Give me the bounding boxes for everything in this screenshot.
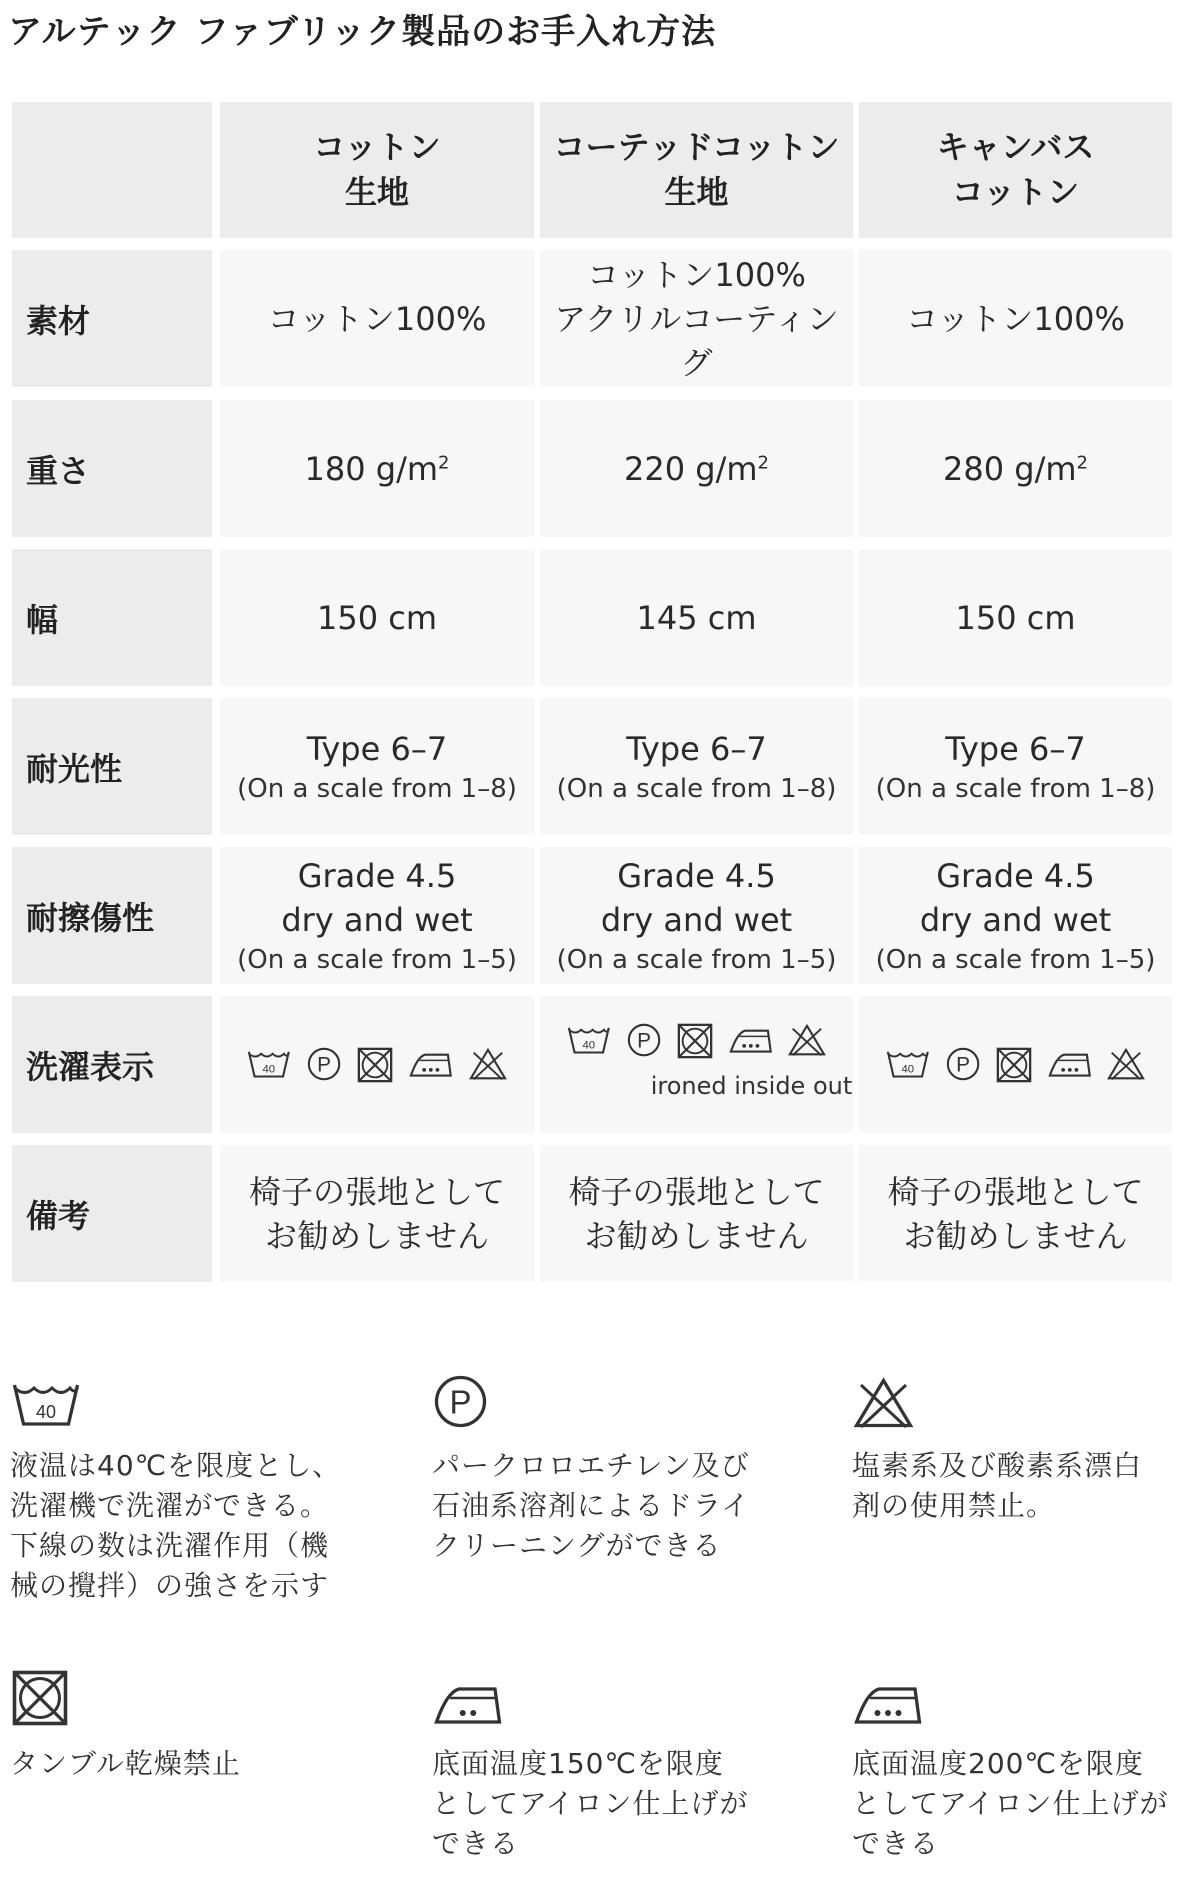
cell-value: 椅子の張地として: [248, 1172, 505, 1211]
cell-value: Grade 4.5: [936, 856, 1095, 895]
legend-icon: [432, 1668, 748, 1728]
cell-value: (On a scale from 1–5): [875, 944, 1156, 975]
cell-value: お勧めしません: [903, 1216, 1128, 1255]
table-cell: [859, 847, 1172, 984]
table-cell: [540, 400, 853, 537]
row-label: [12, 400, 212, 537]
column-header: [859, 102, 1172, 238]
cell-value: dry and wet: [919, 900, 1112, 939]
column-header-line: キャンバス: [936, 128, 1095, 166]
row-label: [12, 549, 212, 686]
care-caption: ironed inside out: [650, 1071, 853, 1100]
table-cell: [220, 549, 534, 686]
cell-value: [305, 447, 450, 491]
row-label: [12, 698, 212, 835]
iron-icon: [728, 1025, 774, 1055]
legend-icon: [852, 1668, 1168, 1728]
table-cell: [540, 1145, 853, 1282]
column-header: [220, 102, 534, 238]
cell-value: (On a scale from 1–5): [237, 944, 517, 975]
dry-clean-p-icon: [945, 1046, 981, 1082]
cell-value: お勧めしません: [264, 1216, 489, 1255]
row-label-text: 重さ: [26, 451, 91, 490]
cell-value: (On a scale from 1–8): [556, 773, 837, 804]
row-label-text: 耐擦傷性: [26, 898, 155, 937]
column-header: [540, 102, 853, 238]
value-superscript: 2: [1076, 451, 1088, 473]
svg-text:40: 40: [582, 1040, 596, 1053]
care-icons: [885, 1046, 1146, 1084]
cell-value: Type 6–7: [945, 729, 1086, 768]
row-label: [12, 250, 212, 387]
svg-text:P: P: [636, 1030, 651, 1054]
cell-value: 145 cm: [636, 598, 757, 637]
row-label: [12, 996, 212, 1133]
table-cell: [859, 250, 1172, 387]
column-header-line: コットン: [313, 128, 441, 166]
row-label: [12, 1145, 212, 1282]
wash-40-icon: [246, 1048, 292, 1080]
table-cell: [859, 1145, 1172, 1282]
table-cell: [859, 698, 1172, 835]
table-cell: [540, 847, 853, 984]
row-label-text: 素材: [26, 301, 91, 340]
cell-value: Grade 4.5: [297, 856, 457, 895]
table-cell: [220, 250, 534, 387]
cell-value: 椅子の張地として: [568, 1172, 825, 1211]
cell-value: お勧めしません: [584, 1216, 809, 1255]
iron-200-icon: [852, 1680, 924, 1728]
iron-150-icon: [432, 1680, 504, 1728]
page-title: アルテック ファブリック製品のお手入れ方法: [8, 12, 717, 52]
dry-clean-p-icon: [306, 1046, 342, 1082]
value-superscript: 2: [438, 451, 450, 473]
care-icons: [566, 1022, 827, 1060]
legend-text: 液温は40℃を限度とし、 洗濯機で洗濯ができる。 下線の数は洗濯作用（機 械の攪拌）の強さを示す: [10, 1449, 342, 1602]
cell-value: [624, 447, 769, 491]
wash-40-icon: [885, 1048, 931, 1080]
legend-icon: [432, 1370, 750, 1430]
table-cell: [859, 549, 1172, 686]
table-cell: [220, 1145, 534, 1282]
value-superscript: 2: [757, 451, 769, 473]
svg-text:P: P: [955, 1054, 970, 1078]
legend-icon: [10, 1370, 341, 1430]
no-bleach-icon: [1106, 1047, 1146, 1081]
iron-icon: [408, 1049, 454, 1079]
legend-item: [432, 1668, 748, 1864]
cell-value: コットン100%: [906, 299, 1125, 338]
legend-item: [10, 1370, 341, 1606]
row-label-text: 洗濯表示: [26, 1047, 155, 1086]
cell-value: コットン100%: [267, 299, 487, 338]
row-label-text: 耐光性: [26, 749, 123, 788]
dry-clean-p-icon: [626, 1022, 662, 1058]
cell-value: 150 cm: [316, 598, 437, 637]
column-header-line: コーテッドコットン: [553, 128, 840, 166]
cell-value: Type 6–7: [626, 729, 767, 768]
legend-icon: [10, 1668, 241, 1728]
cell-value: dry and wet: [600, 900, 793, 939]
table-cell: [859, 996, 1172, 1133]
no-bleach-icon: [787, 1023, 827, 1057]
svg-text:P: P: [317, 1054, 332, 1078]
cell-value: Type 6–7: [306, 729, 448, 768]
legend-item: [10, 1668, 241, 1784]
row-label-text: 幅: [26, 600, 59, 639]
wash-40-icon: [10, 1379, 82, 1430]
no-tumble-dry-icon: [356, 1046, 394, 1084]
dry-clean-p-icon: [432, 1373, 489, 1430]
column-header-line: コットン: [951, 173, 1080, 211]
svg-text:P: P: [449, 1383, 472, 1421]
legend-text: 底面温度150℃を限度 としてアイロン仕上げが できる: [432, 1747, 749, 1860]
table-cell: [220, 847, 534, 984]
table-cell: [540, 250, 853, 387]
cell-value: (On a scale from 1–8): [237, 773, 517, 804]
cell-value: [943, 447, 1088, 491]
cell-value: (On a scale from 1–8): [875, 773, 1156, 804]
legend-text: 底面温度200℃を限度 としてアイロン仕上げが できる: [852, 1747, 1169, 1860]
iron-icon: [1047, 1049, 1093, 1079]
row-label-text: 備考: [26, 1196, 91, 1235]
no-bleach-icon: [852, 1376, 915, 1430]
cell-value: (On a scale from 1–5): [556, 944, 837, 975]
value-text: 280 g/m: [943, 449, 1077, 488]
table-cell: [540, 549, 853, 686]
table-cell: [220, 996, 534, 1133]
column-header-line: 生地: [344, 173, 409, 211]
no-tumble-dry-icon: [10, 1668, 70, 1728]
legend-text: パークロロエチレン及び 石油系溶剤によるドライ クリーニングができる: [432, 1449, 751, 1562]
legend-item: [852, 1370, 1142, 1526]
no-tumble-dry-icon: [995, 1046, 1033, 1084]
legend-icon: [852, 1370, 1142, 1430]
legend-text: 塩素系及び酸素系漂白 剤の使用禁止。: [852, 1449, 1143, 1522]
column-header-line: 生地: [664, 173, 729, 211]
cell-value: コットン100%: [587, 255, 806, 294]
legend-item: [852, 1668, 1168, 1864]
table-cell: [220, 698, 534, 835]
svg-text:40: 40: [35, 1402, 57, 1422]
table-cell: [540, 996, 853, 1133]
svg-text:40: 40: [901, 1064, 915, 1077]
table-cell: [220, 400, 534, 537]
header-corner: [12, 102, 212, 238]
care-icons: [246, 1046, 507, 1084]
legend-item: [432, 1370, 750, 1566]
cell-value: アクリルコーティング: [554, 299, 839, 382]
cell-value: 椅子の張地として: [887, 1172, 1144, 1211]
svg-text:40: 40: [262, 1064, 276, 1077]
cell-value: Grade 4.5: [617, 856, 776, 895]
value-text: 220 g/m: [624, 449, 758, 488]
row-label: [12, 847, 212, 984]
cell-value: dry and wet: [281, 900, 473, 939]
value-text: 180 g/m: [304, 449, 439, 488]
cell-value: 150 cm: [955, 598, 1076, 637]
table-cell: [859, 400, 1172, 537]
legend-text: タンブル乾燥禁止: [10, 1747, 241, 1780]
table-cell: [540, 698, 853, 835]
no-tumble-dry-icon: [676, 1022, 714, 1060]
wash-40-icon: [566, 1024, 612, 1056]
no-bleach-icon: [468, 1047, 508, 1081]
